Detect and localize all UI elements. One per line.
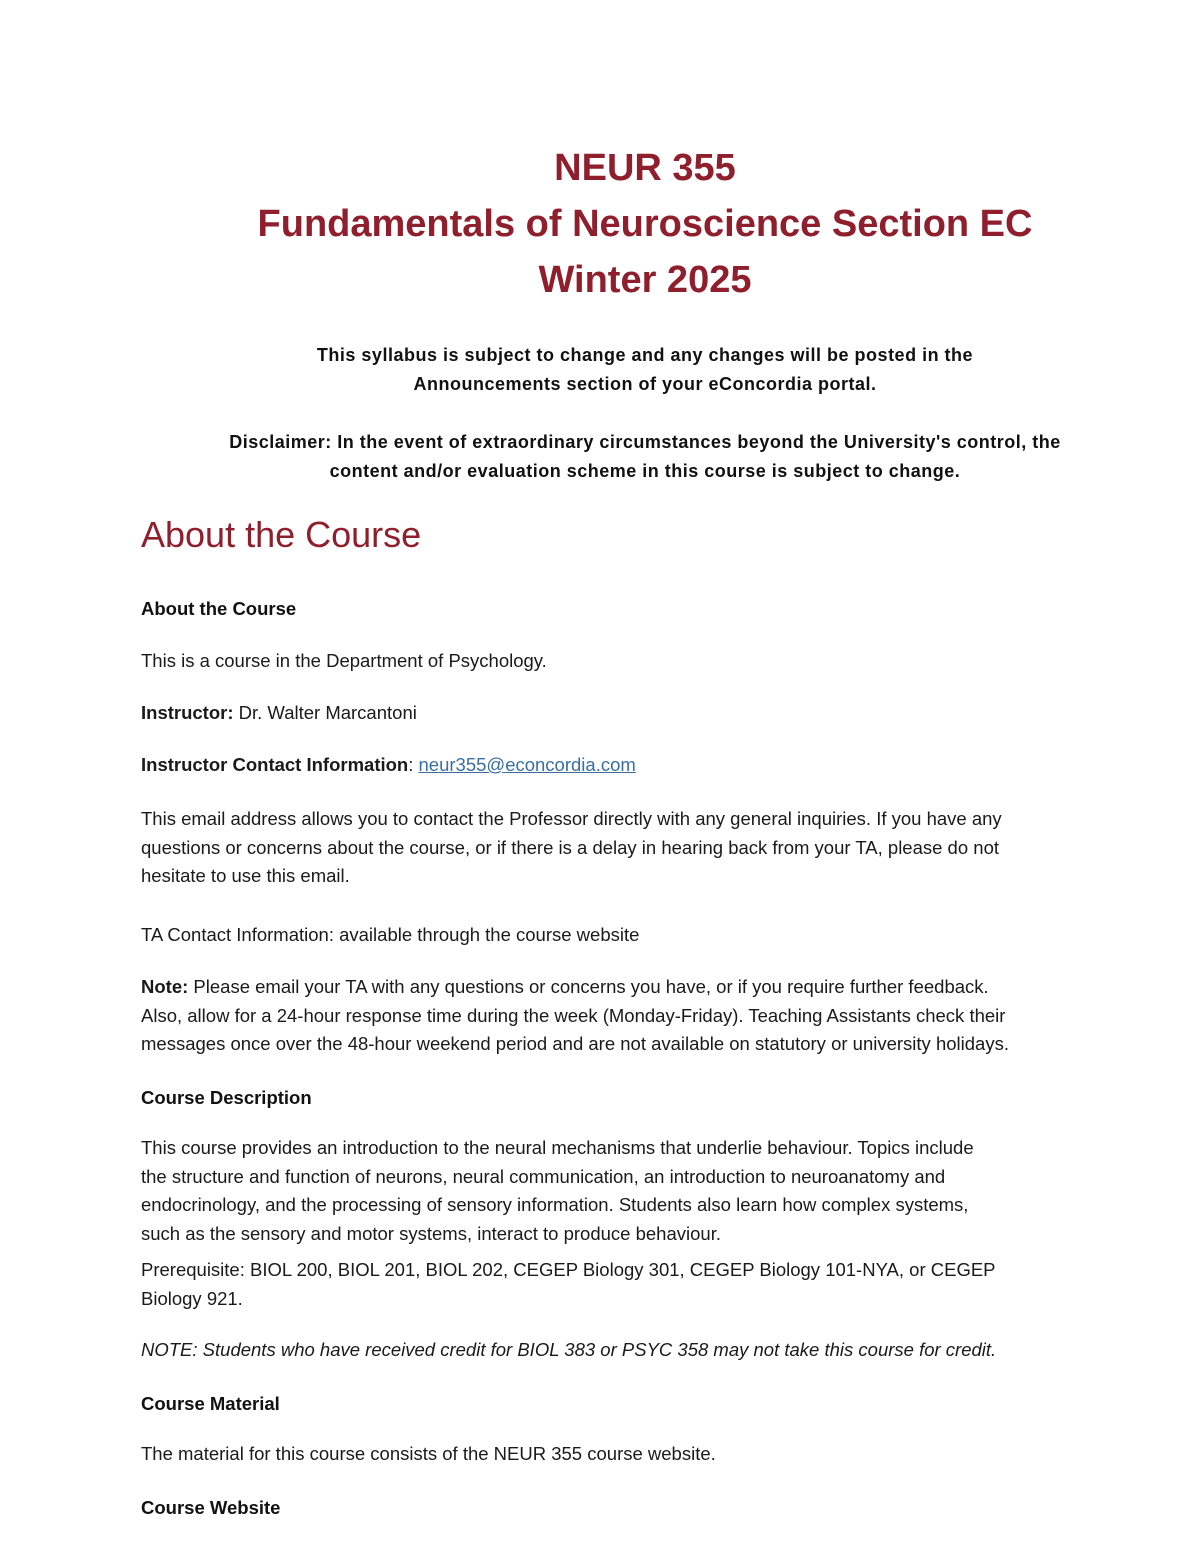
course-description-paragraph: [141, 1134, 1151, 1248]
email-note-line: questions or concerns about the course, or if there is a delay in hearing back from your TA, please do not: [141, 836, 999, 858]
section-heading-about: About the Course: [141, 514, 422, 555]
disclaimer-line: content and/or evaluation scheme in this course is subject to change.: [329, 461, 961, 481]
email-note-line: This email address allows you to contact the Professor directly with any general inquiries. If you have any: [141, 808, 1002, 829]
instructor-line: [141, 699, 1151, 728]
subheading-about: About the Course: [141, 598, 297, 619]
course-code: NEUR 355: [554, 147, 736, 189]
description-line: the structure and function of neurons, neural communication, an introduction to neuroanatomy and: [141, 1165, 946, 1187]
syllabus-notice: [160, 341, 1130, 399]
description-line: endocrinology, and the processing of sensory information. Students also learn how complex systems,: [141, 1194, 969, 1215]
ta-contact: TA Contact Information: available through the course website: [141, 924, 640, 945]
subheading-course-description: Course Description: [141, 1087, 312, 1108]
disclaimer-notice: [160, 428, 1130, 486]
credit-note: NOTE: Students who have received credit for BIOL 383 or PSYC 358 may not take this course for credit.: [141, 1339, 997, 1360]
ta-note-line: messages once over the 48-hour weekend period and are not available on statutory or university holidays.: [141, 1033, 1009, 1054]
email-note-paragraph: [141, 805, 1151, 891]
course-title-block: [100, 140, 1190, 308]
ta-note-paragraph: [141, 973, 1151, 1059]
course-material-text: The material for this course consists of the NEUR 355 course website.: [141, 1443, 716, 1464]
course-term: Winter 2025: [538, 259, 752, 301]
subheading-course-website: Course Website: [141, 1497, 281, 1518]
prerequisite-line: Biology 921.: [141, 1287, 243, 1309]
contact-colon: :: [408, 754, 414, 775]
contact-line: [141, 751, 1151, 780]
department-text: This is a course in the Department of Psychology.: [141, 650, 547, 671]
contact-label: Instructor Contact Information: [141, 754, 409, 775]
prerequisite-paragraph: [141, 1256, 1151, 1313]
prerequisite-line: Prerequisite: BIOL 200, BIOL 201, BIOL 202, CEGEP Biology 301, CEGEP Biology 101-NYA, or CEGEP: [141, 1259, 996, 1280]
disclaimer-line: Disclaimer: In the event of extraordinary circumstances beyond the University's control, the: [229, 432, 1061, 452]
ta-note-line: [141, 973, 1151, 1002]
instructor-name: Dr. Walter Marcantoni: [238, 702, 417, 723]
instructor-email-link[interactable]: neur355@econcordia.com: [418, 754, 636, 775]
notice-line: This syllabus is subject to change and any changes will be posted in the: [316, 345, 974, 365]
note-label: Note:: [141, 976, 189, 997]
note-text: Please email your TA with any questions or concerns you have, or if you require further feedback.: [193, 976, 989, 997]
subheading-course-material: Course Material: [141, 1393, 280, 1414]
ta-note-line: Also, allow for a 24-hour response time during the week (Monday-Friday). Teaching Assistants check their: [141, 1004, 1006, 1026]
instructor-label: Instructor:: [141, 702, 234, 723]
description-line: such as the sensory and motor systems, interact to produce behaviour.: [141, 1222, 721, 1244]
course-title: Fundamentals of Neuroscience Section EC: [257, 203, 1033, 245]
notice-line: Announcements section of your eConcordia portal.: [413, 374, 877, 394]
email-note-line: hesitate to use this email.: [141, 865, 350, 886]
description-line: This course provides an introduction to the neural mechanisms that underlie behaviour. Topics include: [141, 1137, 974, 1158]
